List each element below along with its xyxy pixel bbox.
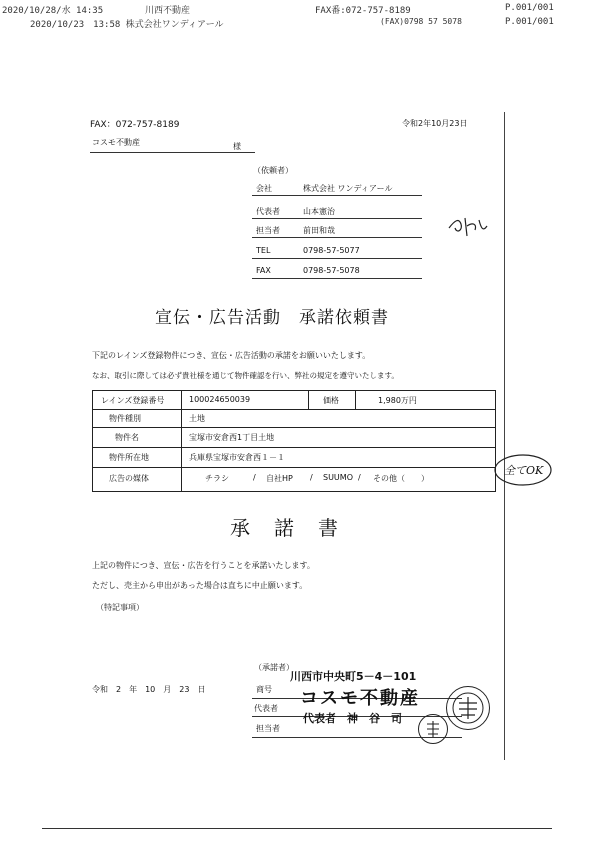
sender-rep-underline [252, 218, 422, 219]
stamp-address: 川西市中央町5－4－101 [290, 670, 417, 683]
handwritten-all-ok [493, 452, 553, 488]
sender-rep: 山本憲治 [303, 207, 335, 216]
reply-rep-label: 代表者 [254, 704, 278, 713]
stamp-rep: 代表者 神 谷 司 [303, 712, 402, 725]
property-table [92, 390, 496, 492]
table-col-divider [181, 391, 182, 491]
recipient-underline [90, 152, 255, 153]
table-row-divider [93, 427, 495, 428]
sender-heading: （依頼者） [253, 166, 293, 175]
table-col-divider [308, 391, 309, 409]
fax-header-line2-left: 2020/10/23 13:58 株式会社ワンディアール [30, 20, 224, 30]
fax-header-line2-page: P.001/001 [505, 17, 554, 27]
intro-line-2: なお、取引に際しては必ず貴社様を通じて物件確認を行い、弊社の規定を遵守いたします。 [92, 371, 399, 380]
name-label: 物件名 [115, 433, 139, 442]
sender-fax: 0798-57-5078 [303, 266, 360, 275]
recipient-suffix: 様 [233, 142, 241, 151]
sender-fax-label: FAX [256, 266, 271, 275]
addr-label: 物件所在地 [109, 453, 149, 462]
bottom-rule [42, 828, 552, 829]
consent-line-2: ただし、売主から申出があった場合は直ちに中止願います。 [92, 581, 308, 590]
media-option-hp: 自社HP [266, 474, 293, 483]
media-separator: / [253, 473, 256, 482]
media-separator: / [358, 473, 361, 482]
stamp-company: コスモ不動産 [300, 688, 420, 709]
fax-to: FAX：072-757-8189 [90, 120, 180, 130]
fax-header-line1-mid: 川西不動産 [145, 6, 191, 16]
reply-person-label: 担当者 [256, 724, 280, 733]
sender-company-label: 会社 [256, 184, 272, 193]
conditions-label: （特記事項） [96, 603, 144, 612]
fax-header-line1-left: 2020/10/28/水 14:35 [2, 6, 104, 16]
price-value: 1,980万円 [378, 396, 417, 405]
sender-tel-label: TEL [256, 246, 271, 255]
personal-seal-icon [418, 714, 448, 744]
consent-line-1: 上記の物件につき、宣伝・広告を行うことを承諾いたします。 [92, 561, 315, 570]
recipient: コスモ不動産 [92, 138, 140, 147]
sender-company: 株式会社 ワンディアール [303, 184, 393, 193]
table-row-divider [93, 447, 495, 448]
type-value: 土地 [189, 414, 205, 423]
addr-value: 兵庫県宝塚市安倉西１－１ [189, 453, 285, 462]
fax-header-line1-fax: FAX番:072-757-8189 [315, 6, 411, 16]
type-label: 物件種別 [109, 414, 141, 423]
table-row-divider [93, 409, 495, 410]
reply-company-label: 商号 [256, 685, 272, 694]
table-col-divider [355, 391, 356, 409]
fax-header-line2-fax: (FAX)0798 57 5078 [380, 17, 462, 26]
company-seal-icon [446, 686, 490, 730]
sender-fax-underline [252, 278, 422, 279]
consent-title: 承 諾 書 [230, 516, 340, 540]
sender-tel-underline [252, 258, 422, 259]
media-option-other: その他（ [373, 474, 405, 483]
reins-label: レインズ登録番号 [101, 396, 165, 405]
document-date: 令和2年10月23日 [402, 119, 468, 128]
intro-line-1: 下記のレインズ登録物件につき、宣伝・広告活動の承諾をお願いいたします。 [92, 351, 371, 360]
price-label: 価格 [323, 396, 339, 405]
document-title: 宣伝・広告活動 承諾依頼書 [155, 308, 389, 328]
sender-tel: 0798-57-5077 [303, 246, 360, 255]
media-option-other-close: ） [421, 474, 429, 483]
sender-person-label: 担当者 [256, 226, 280, 235]
sender-person: 前田和哉 [303, 226, 335, 235]
reins-value: 100024650039 [189, 395, 251, 404]
handwritten-all-ok-text: 全てOK [504, 464, 544, 477]
media-option-flyer: チラシ [205, 474, 229, 483]
media-label: 広告の媒体 [109, 474, 149, 483]
name-value: 宝塚市安倉西1丁目土地 [189, 433, 275, 442]
reply-date: 令和 2 年 10 月 23 日 [92, 685, 206, 694]
sender-company-underline [252, 195, 422, 196]
reply-label: （承諾者） [254, 663, 294, 672]
handwritten-initials-icon [445, 214, 490, 240]
sender-person-underline [252, 237, 422, 238]
sender-rep-label: 代表者 [256, 207, 280, 216]
fax-header-line1-page: P.001/001 [505, 3, 554, 13]
media-option-suumo: SUUMO [323, 473, 353, 482]
table-row-divider [93, 467, 495, 468]
media-separator: / [310, 473, 313, 482]
